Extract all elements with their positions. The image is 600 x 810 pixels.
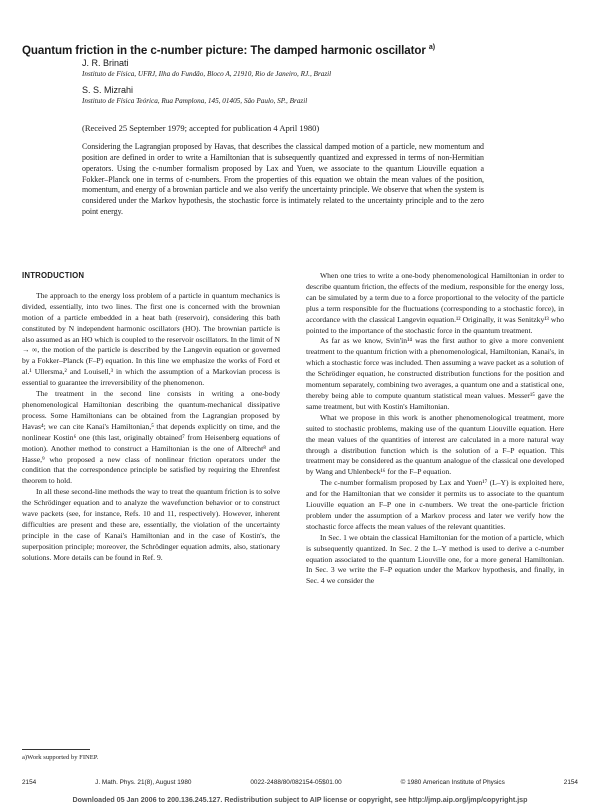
body-paragraph: As far as we know, Svin'in¹⁴ was the first author to give a more convenient treatment to the quantum friction with a phenomenological, Hamiltonian, Kanai's, in which a stochastic force was included. Then assuming a wave packet as a solution of the Schrödinger equation, he constructed distribution functions for the position and momentum separately, combining two averages, a quantum one and a statistical one, thereby being able to compute quantum statistical mean values. Messer¹⁵ gave the same treatment, but with Kostin's Hamiltonian.: [306, 336, 564, 411]
body-paragraph: What we propose in this work is another phenomenological treatment, more suited to stochastic problems, making use of the quantum Liouville equation. Here the mean values of the quantities of interest are calculated in a more natural way through a distribution function which is the solution of a F–P equation. This treatment may be considered as the quantum analogue of the classical one developed by Wang and Uhlenbeck¹⁶ for the F–P equation.: [306, 412, 564, 477]
left-column: [22, 271, 280, 564]
author-affiliation: Instituto de Física, UFRJ, Ilha do Fundão, Bloco A, 21910, Rio de Janeiro, RJ., Brazil: [82, 70, 332, 78]
abstract: Considering the Lagrangian proposed by Havas, that describes the classical damped motion of a particle, new momentum and position are defined in order to write a Hamiltonian that is subsequently quantized and expressed in terms of non-Hermitian operators. Using the c-number formalism proposed by Lax and Yuen, we associate to the quantum Liouville equation a Fokker–Planck one in terms of c-numbers. From the properties of this equation we obtain the mean values of the position, momentum, and energy of a brownian particle and we also verify the uncertainty principle. We observe that when the system is considered under the Markov hypothesis, the stochastic force is intimately related to the uncertainty principle and to the zero point energy.: [82, 142, 484, 217]
right-column: [306, 271, 564, 587]
page-number-right: 2154: [563, 779, 578, 786]
article-title: [22, 44, 582, 57]
article-title-text: Quantum friction in the c-number picture: The damped harmonic oscillator: [22, 44, 426, 57]
download-notice: Downloaded 05 Jan 2006 to 200.136.245.127. Redistribution subject to AIP license or copyright, see http://jmp.aip.org/jmp/copyright.jsp: [72, 796, 528, 804]
author-name: J. R. Brinati: [82, 58, 129, 68]
author-affiliation: Instituto de Física Teórica, Rua Pamplona, 145, 01405, São Paulo, SP., Brazil: [82, 97, 308, 105]
body-paragraph: In Sec. 1 we obtain the classical Hamiltonian for the motion of a particle, which is subsequently quantized. In Sec. 2 the L–Y method is used to derive a c-number equation associated to the quantum Liouville one, for a more general Hamiltonian. In Sec. 3 we write the F–P equation under the Markov hypothesis, and finally, in Sec. 4 we consider the: [306, 532, 564, 586]
page-number-left: 2154: [22, 779, 37, 786]
copyright-notice: © 1980 American Institute of Physics: [400, 779, 505, 786]
title-footnote-mark: a): [428, 44, 435, 52]
running-footer: [22, 779, 578, 786]
author-name: S. S. Mizrahi: [82, 85, 134, 95]
journal-citation: J. Math. Phys. 21(8), August 1980: [95, 779, 192, 786]
body-paragraph: The approach to the energy loss problem of a particle in quantum mechanics is divided, essentially, into two lines. The first one is concerned with the brownian motion of a particle embedded in a heat bath (reservoir), considering this bath constituted by N independent harmonic oscillators (HO). The brownian particle is also assumed as an HO which is coupled to the reservoir oscillators. In the limit of N → ∞, the motion of the particle is described by the Langevin equation or governed by a Fokker–Planck (F–P) equation. In this line we emphasize the works of Ford et al.¹ Ullersma,² and Louisell,³ in which the assumption of a Markovian process is essential to guarantee the irreversibility of the phenomenon.: [22, 290, 280, 388]
section-heading: INTRODUCTION: [22, 271, 85, 280]
body-paragraph: The c-number formalism proposed by Lax and Yuen¹⁷ (L–Y) is exploited here, and for the Hamiltonian that we consider it permits us to associate to the quantum Liouville equation an F–P one in c-numbers. We treat the one-particle friction problem under the assumption of a Markov process and later we verify how the stochastic force affects the mean values of the relevant quantities.: [306, 478, 564, 531]
body-paragraph: In all these second-line methods the way to treat the quantum friction is to solve the Schrödinger equation and to analyze the wavefunction behavior or to construct wave packets (see, for instance, Refs. 10 and 11, respectively). However, inherent difficulties are present and these are, essentially, the violation of the uncertainty principle in the case of Kanai's Hamiltonian and in the case of Kostin's, the superposition principle; moreover, the Schrödinger equation admits, also, stationary solutions. More details can be found in Ref. 9.: [22, 487, 280, 562]
article-code: 0022-2488/80/082154-05$01.00: [250, 779, 342, 786]
footnote: a)Work supported by FINEP.: [22, 754, 99, 761]
body-paragraph: The treatment in the second line consists in writing a one-body phenomenological Hamiltonian describing the quantum-mechanical dissipative process. Some Hamiltonians can be obtained from the Lagrangian proposed by Havas⁴; we can cite Kanai's Hamiltonian,⁵ that depends explicitly on time, and the nonlinear Kostin⁶ one (this last, originally obtained⁷ from Heisenberg equations of motion). Another method to construct a Hamiltonian is the one of Albrecht⁸ and Hasse,⁹ who proposed a new class of nonlinear friction operators under the condition that the correspondence principle be satisfied by requiring the Ehrenfest theorem to hold.: [22, 389, 280, 486]
footnote-rule: [22, 749, 90, 750]
body-paragraph: When one tries to write a one-body phenomenological Hamiltonian in order to describe quantum friction, the effects of the medium, responsible for the energy loss, can be simulated by a term due to a force proportional to the velocity of the particle plus a term responsible for the fluctuations (corresponding to a stochastic force), in accordance with the classical Langevin equation.¹² Originally, it was Senitzky¹³ who pointed to the importance of the stochastic force in the quantum treatment.: [306, 271, 564, 335]
received-dates: (Received 25 September 1979; accepted for publication 4 April 1980): [82, 123, 320, 133]
